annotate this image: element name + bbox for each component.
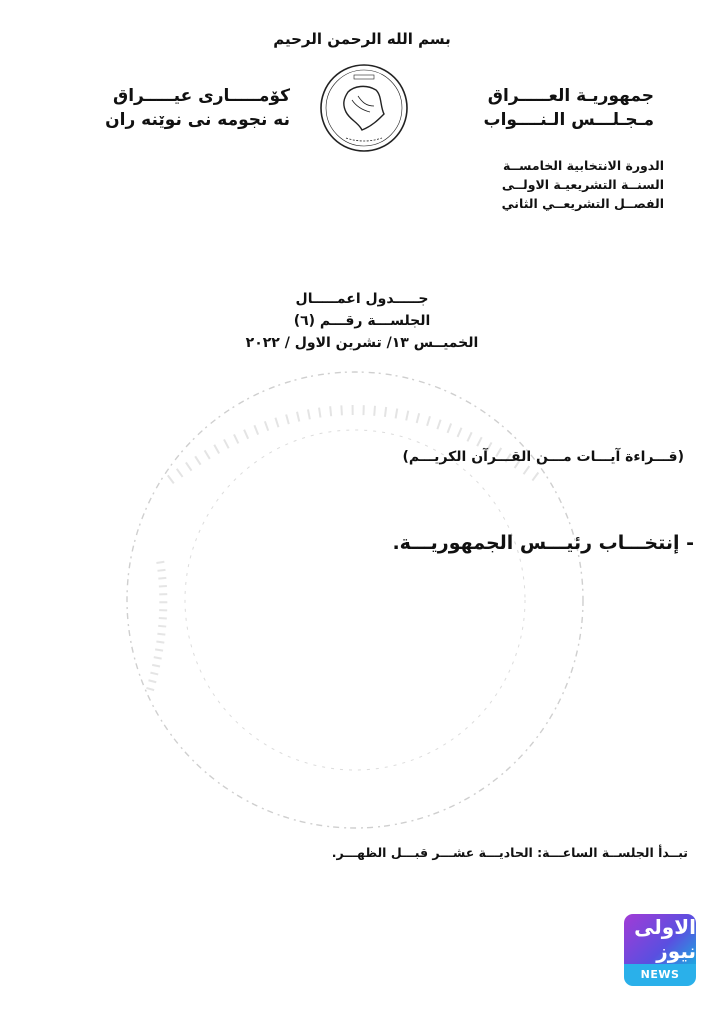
- kurdish-council-name: نه نجومه نى نوێنه ران: [105, 110, 290, 130]
- arabic-state-name: جمهوريـة العـــــراق: [487, 86, 654, 106]
- basmala: بسم الله الرحمن الرحيم: [273, 30, 451, 48]
- agenda-title: جـــــدول اعمـــــال: [295, 291, 429, 307]
- quran-reading-item: (قـــراءة آيـــات مـــن القـــرآن الكريـــم): [402, 449, 684, 465]
- parliament-emblem-icon: [318, 60, 410, 156]
- agenda-heading: [0, 288, 724, 354]
- kurdish-header: [50, 84, 290, 132]
- session-number: الجلســـة رقـــم (٦): [293, 313, 431, 329]
- logo-name: الاولى نيوز: [634, 915, 696, 963]
- faded-seal-stamp: [110, 360, 600, 840]
- electoral-cycle: الدورة الانتخابية الخامســة: [503, 158, 664, 173]
- legislative-year: السنــة التشريعيـة الاولــى: [501, 177, 664, 192]
- session-date: الخميــس ١٣/ تشرين الاول / ٢٠٢٢: [245, 335, 479, 351]
- logo-news-label: NEWS: [624, 964, 696, 986]
- term-info: [444, 156, 664, 213]
- session-start-time: تبــدأ الجلســة الساعـــة: الحاديـــة عشـــر قبـــل الظهـــر.: [331, 845, 688, 860]
- kurdish-state-name: كۆمـــــارى عيـــــراق: [113, 86, 290, 106]
- agenda-item-president-election: - إنتخـــاب رئيـــس الجمهوريـــة.: [392, 532, 694, 554]
- arabic-header: [414, 84, 654, 132]
- arabic-council-name: مـجـلـــس الـنــــواب: [483, 110, 654, 130]
- logo-mark: [624, 914, 696, 964]
- alola-news-logo: [624, 914, 696, 986]
- legislative-term: الفصــل التشريعــي الثاني: [501, 196, 664, 211]
